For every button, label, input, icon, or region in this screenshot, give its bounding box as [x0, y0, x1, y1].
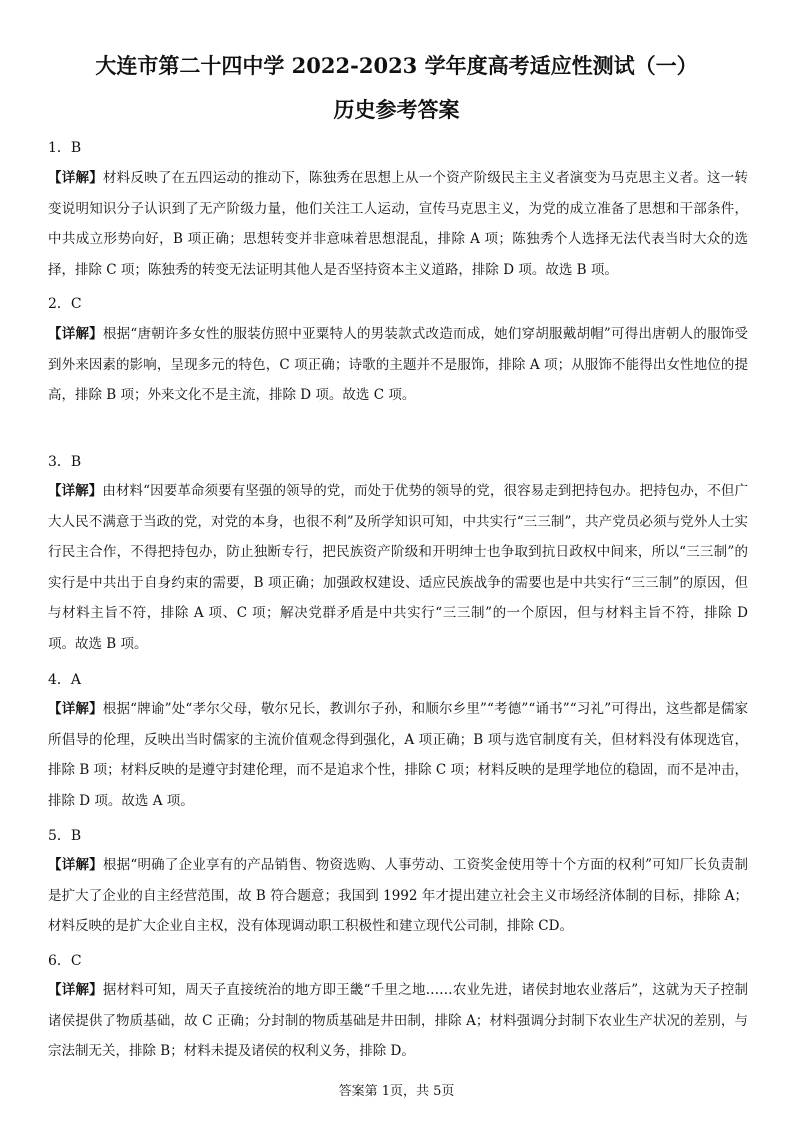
question-number: 2．C: [48, 296, 82, 312]
explanation-tag: 【详解】: [48, 483, 103, 499]
question-number: 3．B: [48, 454, 82, 470]
question-number: 4．A: [48, 672, 82, 688]
explanation-text: 根据“唐朝许多女性的服装仿照中亚粟特人的男装款式改造而成，她们穿胡服戴胡帽”可得出唐朝人的服饰受到外来因素的影响，呈现多元的特色，C 项正确；诗歌的主题并不是服饰，排除 A 项；从服饰不能得出女性地位的提高，排除 B 项；外来文化不是主流，排除 D 项。故选 C 项。: [48, 326, 749, 403]
document-title: 大连市第二十四中学 2022-2023 学年度高考适应性测试（一）: [95, 53, 698, 78]
explanation-text: 由材料“因要革命须要有坚强的领导的党，而处于优势的领导的党，很容易走到把持包办。把持包办，不但广大人民不满意于当政的党，对党的本身，也很不利”及所学知识可知，中共实行“三三制”，共产党员必须与党外人士实行民主合作，不得把持包办，防止独断专行，把民族资产阶级和开明绅士也争取到抗日政权中间来，所以“三三制”的实行是中共出于自身约束的需要，B 项正确；加强政权建设、适应民族战争的需要也是中共实行“三三制”的原因，但与材料主旨不符，排除 A 项、C 项；解决党群矛盾是中共实行“三三制”的一个原因，但与材料主旨不符，排除 D 项。故选 B 项。: [48, 483, 749, 652]
answer-explanation: [48, 476, 748, 659]
explanation-tag: 【详解】: [48, 170, 103, 186]
answer-explanation: [48, 850, 748, 942]
explanation-text: 根据“明确了企业享有的产品销售、物资选购、人事劳动、工资奖金使用等十个方面的权利”可知厂长负责制是扩大了企业的自主经营范围，故 B 符合题意；我国到 1992 年才提出建立社会主义市场经济体制的目标，排除 A；材料反映的是扩大企业自主权，没有体现调动职工积极性和建立现代公司制，排除 CD。: [48, 857, 749, 934]
document-subtitle: 历史参考答案: [333, 97, 460, 122]
explanation-tag: 【详解】: [48, 982, 103, 998]
explanation-text: 据材料可知，周天子直接统治的地方即王畿“千里之地……农业先进，诸侯封地农业落后”，这就为天子控制诸侯提供了物质基础，故 C 正确；分封制的物质基础是井田制，排除 A；材料强调分封制下农业生产状况的差别，与宗法制无关，排除 B；材料未提及诸侯的权利义务，排除 D。: [48, 982, 749, 1059]
answer-explanation: [48, 163, 748, 285]
question-number: 5．B: [48, 828, 82, 844]
answer-explanation: [48, 319, 748, 411]
explanation-text: 根据“牌谕”处“孝尔父母，敬尔兄长，教训尔子孙，和顺尔乡里”“考德”“诵书”“习礼”可得出，这些都是儒家所倡导的伦理，反映出当时儒家的主流价值观念得到强化，A 项正确；B 项与选官制度有关，但材料没有体现选官，排除 B 项；材料反映的是遵守封建伦理，而不是追求个性，排除 C 项；材料反映的是理学地位的稳固，而不是冲击，排除 D 项。故选 A 项。: [48, 701, 749, 809]
question-number: 1．B: [48, 140, 82, 156]
explanation-tag: 【详解】: [48, 857, 103, 873]
page-footer: 答案第 1页，共 5页: [338, 1084, 455, 1099]
explanation-tag: 【详解】: [48, 701, 103, 717]
explanation-tag: 【详解】: [48, 326, 103, 342]
question-number: 6．C: [48, 953, 82, 969]
answer-explanation: [48, 694, 748, 816]
answer-explanation: [48, 975, 748, 1067]
explanation-text: 材料反映了在五四运动的推动下，陈独秀在思想上从一个资产阶级民主主义者演变为马克思主义者。这一转变说明知识分子认识到了无产阶级力量，他们关注工人运动，宣传马克思主义，为党的成立准备了思想和干部条件，中共成立形势向好，B 项正确；思想转变并非意味着思想混乱，排除 A 项；陈独秀个人选择无法代表当时大众的选择，排除 C 项；陈独秀的转变无法证明其他人是否坚持资本主义道路，排除 D 项。故选 B 项。: [48, 170, 749, 278]
